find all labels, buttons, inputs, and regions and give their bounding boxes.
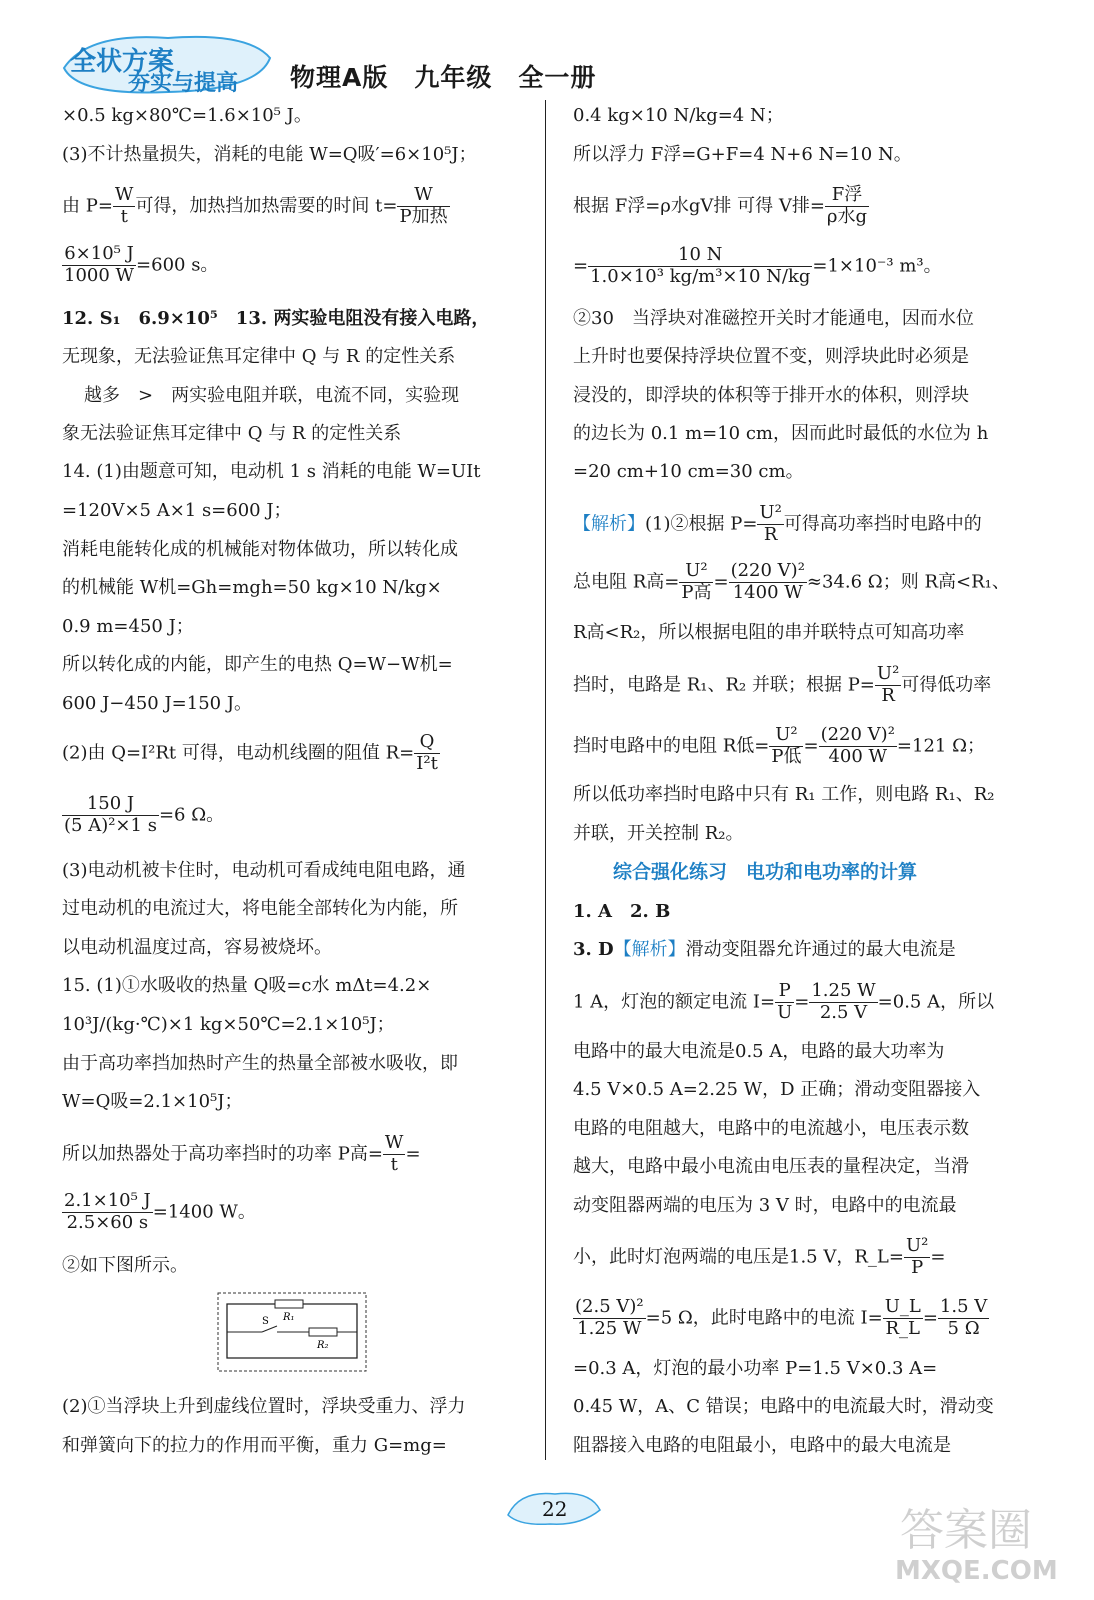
column-divider bbox=[545, 100, 546, 1460]
fraction: $\frac{U\_L}{R\_L}$ bbox=[884, 1296, 921, 1339]
text-line: 越大，电路中最小电流由电压表的量程决定，当滑 bbox=[573, 1156, 969, 1177]
fraction: U² P低 bbox=[771, 724, 802, 767]
fraction: $\frac{Q}{\text{I²t}}$ bbox=[416, 731, 438, 774]
text-line: 14. (1)由题意可知，电动机 1 s 消耗的电能 W=UIt bbox=[62, 461, 481, 482]
text-line: 1 A，灯泡的额定电流 I= $\frac{P}{U}$ = $\frac{1.25 W}{2.5 V}$ =0.5 A，所以 bbox=[573, 980, 995, 1023]
text-line: 所以转化成的内能，即产生的电热 Q=W−W机= bbox=[62, 654, 453, 675]
page-number-badge bbox=[500, 1480, 610, 1530]
fraction: $\frac{\text{(2.5 V)²}}{1.25 W}$ bbox=[575, 1296, 644, 1339]
text-line: 并联，开关控制 R₂。 bbox=[573, 823, 744, 844]
text-line: 和弹簧向下的拉力的作用而平衡，重力 G=mg= bbox=[62, 1435, 447, 1456]
svg-text:R₂: R₂ bbox=[317, 1340, 329, 1351]
text-line: ②如下图所示。 bbox=[62, 1255, 188, 1276]
text-line: 12. S₁ 6.9×10⁵ 13. 两实验电阻没有接入电路， bbox=[62, 308, 490, 329]
text-line: 0.4 kg×10 N/kg=4 N； bbox=[573, 105, 784, 126]
text-line: =20 cm+10 cm=30 cm。 bbox=[573, 461, 804, 482]
text-line: (2)①当浮块上升到虚线位置时，浮块受重力、浮力 bbox=[62, 1396, 466, 1417]
text-line: 所以加热器处于高功率挡时的功率 P高= $\frac{W}{t}$ = bbox=[62, 1132, 421, 1175]
text-line: 上升时也要保持浮块位置不变，则浮块此时必须是 bbox=[573, 346, 969, 367]
text-line: 小，此时灯泡两端的电压是1.5 V，R_L= $\frac{\text{U²}}{P}$ = bbox=[573, 1235, 946, 1278]
text-line: 所以浮力 F浮=G+F=4 N+6 N=10 N。 bbox=[573, 144, 912, 165]
text-line: 动变阻器两端的电压为 3 V 时，电路中的电流最 bbox=[573, 1195, 957, 1216]
svg-text:22: 22 bbox=[542, 1497, 568, 1521]
brand-logo bbox=[58, 28, 273, 98]
text-line: 15. (1)①水吸收的热量 Q吸=c水 mΔt=4.2× bbox=[62, 975, 432, 996]
fraction: $\frac{\text{2.1×10⁵ J}}{2.5\times 60 s}$ bbox=[64, 1190, 151, 1233]
analysis-tag: 【解析】 bbox=[613, 939, 686, 960]
fraction: $\frac{\text{(220 V)²}}{1400 W}$ bbox=[730, 560, 805, 603]
text-line: 根据 F浮=ρ水gV排 可得 V排= F浮 ρ水g bbox=[573, 184, 868, 227]
text-line: 电路中的最大电流是0.5 A，电路的最大功率为 bbox=[573, 1041, 945, 1062]
text-line: 无现象，无法验证焦耳定律中 Q 与 R 的定性关系 bbox=[62, 346, 456, 367]
fraction: $\frac{W}{t}$ bbox=[384, 1132, 404, 1175]
text-line: 4.5 V×0.5 A=2.25 W，D 正确；滑动变阻器接入 bbox=[573, 1079, 981, 1100]
text-line: 越多 > 两实验电阻并联，电流不同，实验现 bbox=[84, 385, 460, 406]
text-line: (3)电动机被卡住时，电动机可看成纯电阻电路，通 bbox=[62, 860, 466, 881]
text-line: W=Q吸=2.1×10⁵J； bbox=[62, 1091, 243, 1112]
circuit-diagram bbox=[217, 1292, 367, 1372]
text-line: =120V×5 A×1 s=600 J； bbox=[62, 500, 292, 521]
text-line: 10³J/(kg·℃)×1 kg×50℃=2.1×10⁵J； bbox=[62, 1014, 395, 1035]
svg-text:夯实与提高: 夯实与提高 bbox=[128, 71, 239, 96]
text-line: 0.45 W，A、C 错误；电路中的电流最大时，滑动变 bbox=[573, 1396, 994, 1417]
text-line: (2)由 Q=I²Rt 可得，电动机线圈的阻值 R= $\frac{Q}{\text{I²t}}$ bbox=[62, 731, 438, 774]
text-line: 消耗电能转化成的机械能对物体做功，所以转化成 bbox=[62, 539, 458, 560]
fraction: F浮 ρ水g bbox=[826, 184, 868, 227]
svg-text:S: S bbox=[262, 1316, 269, 1327]
text-line: 所以低功率挡时电路中只有 R₁ 工作，则电路 R₁、R₂ bbox=[573, 784, 995, 805]
text-line: 浸没的，即浮块的体积等于排开水的体积，则浮块 bbox=[573, 385, 969, 406]
fraction: $\frac{1.5 V}{5 \Omega}$ bbox=[939, 1296, 988, 1339]
text-line: ②30 当浮块对准磁控开关时才能通电，因而水位 bbox=[573, 308, 974, 329]
text-line: 阻器接入电路的电阻最小，电路中的最大电流是 bbox=[573, 1435, 951, 1456]
text-line: 由于高功率挡加热时产生的热量全部被水吸收，即 bbox=[62, 1053, 458, 1074]
text-line: 以电动机温度过高，容易被烧坏。 bbox=[62, 937, 332, 958]
text-line: 过电动机的电流过大，将电能全部转化为内能，所 bbox=[62, 898, 458, 919]
text-line: 1. A 2. B bbox=[573, 901, 671, 922]
svg-text:MXQE.COM: MXQE.COM bbox=[895, 1556, 1058, 1585]
text-line: 总电阻 R高= U² P高 = $\frac{\text{(220 V)²}}{1400 W}$ ≈34.6 Ω；则 R高<R₁、 bbox=[573, 560, 1010, 603]
text-line: 挡时电路中的电阻 R低= U² P低 = $\frac{\text{(220 V)²}}{400 W}$ =121 Ω； bbox=[573, 724, 986, 767]
fraction: $\frac{P}{U}$ bbox=[777, 980, 793, 1023]
text-line: (3)不计热量损失，消耗的电能 W=Q吸′=6×10⁵J； bbox=[62, 144, 477, 165]
page-title: 物理A版 九年级 全一册 bbox=[290, 63, 597, 92]
svg-text:全状方案: 全状方案 bbox=[70, 47, 175, 77]
text-line: R高<R₂，所以根据电阻的串并联特点可知高功率 bbox=[573, 622, 965, 643]
watermark bbox=[890, 1495, 1080, 1585]
text-line: 【解析】(1)②根据 P= $\frac{\text{U²}}{R}$ 可得高功率挡时电路中的 bbox=[573, 502, 982, 545]
text-line: 的边长为 0.1 m=10 cm，因而此时最低的水位为 h bbox=[573, 423, 989, 444]
text-line: 挡时，电路是 R₁、R₂ 并联；根据 P= $\frac{\text{U²}}{R}$ 可得低功率 bbox=[573, 663, 992, 706]
fraction: $\frac{\text{U²}}{P}$ bbox=[905, 1235, 929, 1278]
fraction: $\frac{W}{t}$ bbox=[114, 184, 134, 227]
fraction: $\frac{\text{6×10⁵ J}}{1000 W}$ bbox=[64, 243, 135, 286]
fraction: $\frac{10 N}{\text{1.0×10³ kg/m³×10 N/kg}}$ bbox=[590, 244, 811, 287]
text-line: $\frac{\text{(2.5 V)²}}{1.25 W}$ =5 Ω，此时电路中的电流 I= $\frac{U\_L}{R\_L}$ = $\frac{1.5 V}{5 \Omega}$ bbox=[575, 1296, 988, 1339]
section-heading: 综合强化练习 电功和电功率的计算 bbox=[613, 861, 918, 883]
fraction: $\frac{\text{U²}}{R}$ bbox=[876, 663, 900, 706]
text-line: = $\frac{10 N}{\text{1.0×10³ kg/m³×10 N/kg}}$ =1×10⁻³ m³。 bbox=[573, 244, 942, 287]
text-line: 3. D【解析】滑动变阻器允许通过的最大电流是 bbox=[573, 939, 956, 960]
text-line: ×0.5 kg×80℃=1.6×10⁵ J。 bbox=[62, 105, 312, 126]
svg-text:R₁: R₁ bbox=[283, 1312, 295, 1323]
fraction: $\frac{\text{(220 V)²}}{400 W}$ bbox=[820, 724, 895, 767]
text-line: 由 P= $\frac{W}{t}$ 可得，加热挡加热需要的时间 t= W P加热 bbox=[62, 184, 448, 227]
fraction: $\frac{\text{U²}}{R}$ bbox=[759, 502, 782, 545]
analysis-tag: 【解析】 bbox=[573, 513, 645, 535]
fraction: $\frac{1.25 W}{2.5 V}$ bbox=[811, 980, 876, 1023]
fraction: U² P高 bbox=[681, 560, 712, 603]
text-line: 的机械能 W机=Gh=mgh=50 kg×10 N/kg× bbox=[62, 577, 442, 598]
text-line: 0.9 m=450 J； bbox=[62, 616, 194, 637]
text-line: 600 J−450 J=150 J。 bbox=[62, 693, 253, 714]
fraction: W P加热 bbox=[399, 184, 448, 227]
fraction: $\frac{150 J}{\text{(5 A)²×1 s}}$ bbox=[64, 793, 157, 836]
text-line: 电路的电阻越大，电路中的电流越小，电压表示数 bbox=[573, 1118, 969, 1139]
text-line: 象无法验证焦耳定律中 Q 与 R 的定性关系 bbox=[62, 423, 402, 444]
svg-text:答案圈: 答案圈 bbox=[900, 1505, 1032, 1556]
text-line: $\frac{\text{6×10⁵ J}}{1000 W}$ =600 s。 bbox=[64, 243, 219, 286]
text-line: $\frac{\text{2.1×10⁵ J}}{2.5\times 60 s}$ =1400 W。 bbox=[64, 1190, 256, 1233]
text-line: =0.3 A，灯泡的最小功率 P=1.5 V×0.3 A= bbox=[573, 1358, 938, 1379]
text-line: $\frac{150 J}{\text{(5 A)²×1 s}}$ =6 Ω。 bbox=[64, 793, 225, 836]
